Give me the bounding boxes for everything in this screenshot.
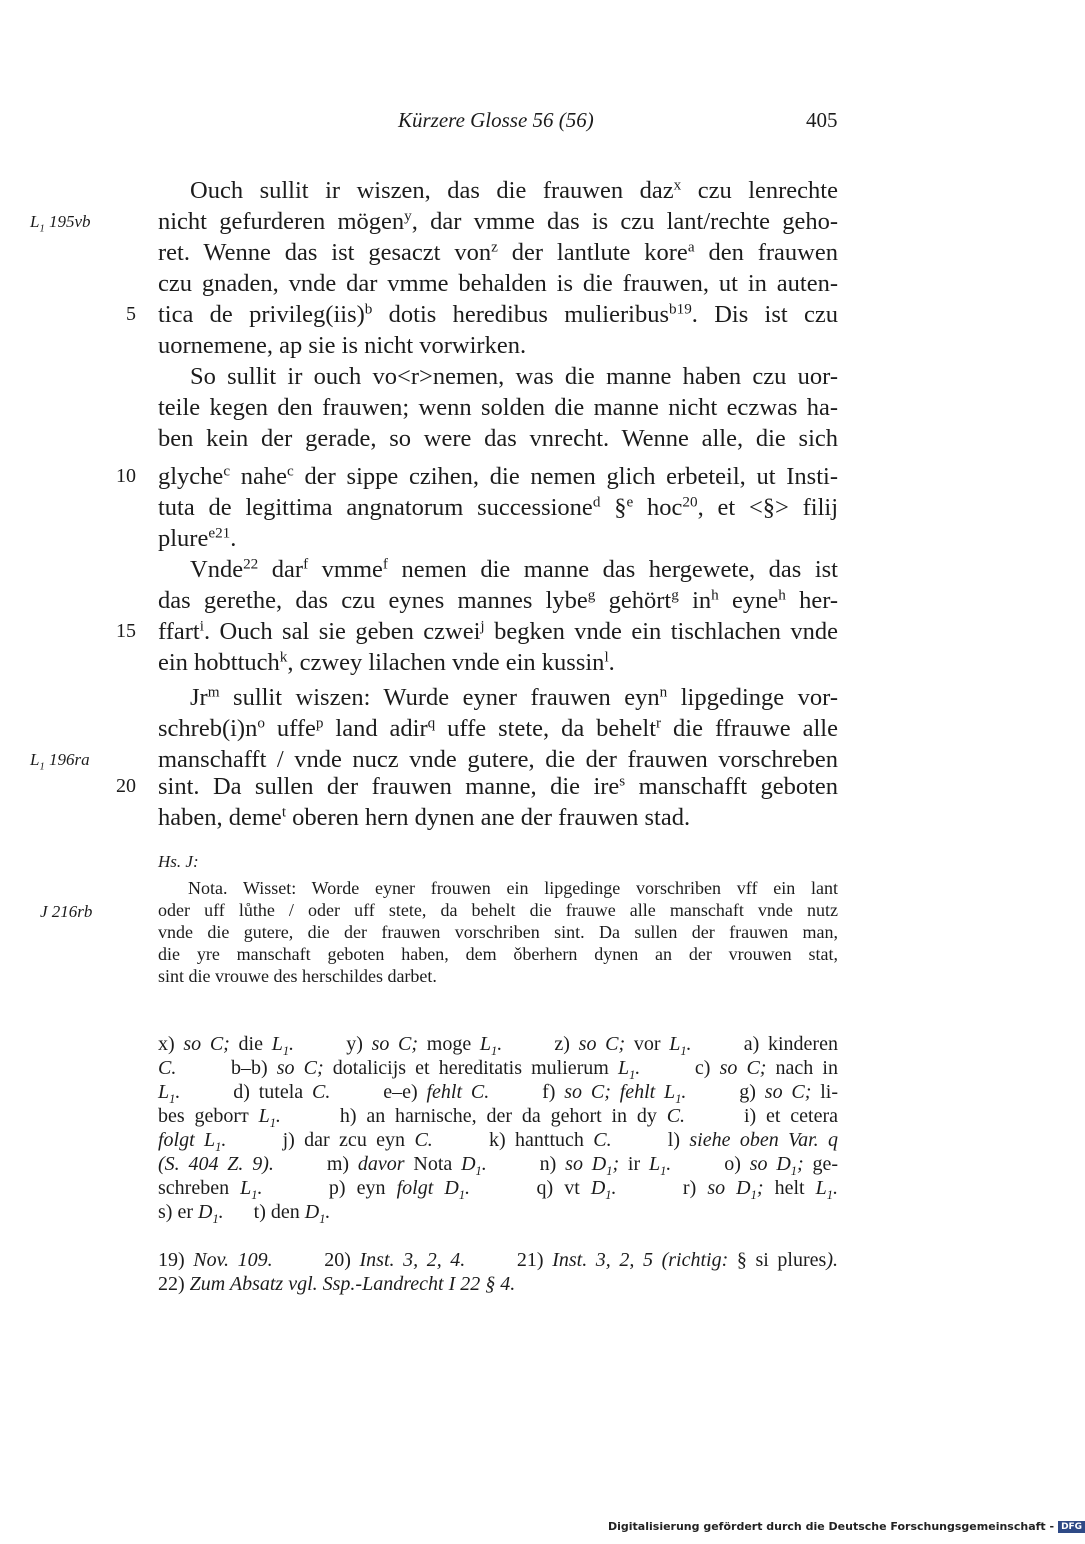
commentary-line: 22) Zum Absatz vgl. Ssp.-Landrecht I 22 § 4. <box>158 1273 516 1295</box>
text-line: nicht gefurderen mögen$^y$, dar vmme das is czu lant/rechte geho- <box>158 207 838 235</box>
apparatus-line: x) so C; die $L_1$. y) so C; moge $L_1$. z) so C; vor $L_1$. a) kinderen <box>158 1033 838 1058</box>
text-line: ret. Wenne das ist gesaczt von$^z$ der lantlute kore$^a$ den frauwen <box>158 238 838 266</box>
text-line: teile kegen den frauwen; wenn solden die manne nicht eczwas ha- <box>158 394 838 421</box>
commentary-line: 19) Nov. 109. 20) Inst. 3, 2, 4. 21) Inst. 3, 2, 5 (richtig: § si plures). <box>158 1249 838 1271</box>
apparatus-line: s) er $D_1$. t) den $D_1$. <box>158 1201 331 1226</box>
manuscript-line: sint die vrouwe des herschildes darbet. <box>158 966 437 986</box>
apparatus-line: C. b–b) so C; dotalicijs et hereditatis mulierum $L_1$. c) so C; nach in <box>158 1057 838 1082</box>
running-title: Kürzere Glosse 56 (56) <box>398 108 594 132</box>
text-line: ein hobttuch$^k$, czwey lilachen vnde ein kussin$^l$. <box>158 648 615 676</box>
manuscript-line: die yre manschaft geboten haben, dem ǒberhern dynen an der vrouwen stat, <box>158 944 838 964</box>
apparatus-line: (S. 404 Z. 9). m) davor Nota $D_1$. n) so $D_1$; ir $L_1$. o) so $D_1$; ge- <box>158 1153 839 1178</box>
apparatus-line: bes geborт $L_1$. h) an harnische, der da gehort in dy C. i) et cetera <box>158 1105 839 1130</box>
line-number-20: 20 <box>116 775 136 797</box>
line-number-10: 10 <box>116 465 136 487</box>
dfg-logo: DFG <box>1058 1521 1085 1533</box>
manuscript-line: Nota. Wisset: Worde eyner frouwen ein lipgedinge vorschriben vff ein lant <box>188 878 838 898</box>
line-number-5: 5 <box>126 303 136 325</box>
margin-note-j-216rb: J 216rb <box>40 902 93 921</box>
text-line: So sullit ir ouch vo<r>nemen, was die manne haben czu uor- <box>190 363 838 390</box>
text-line: manschafft / vnde nucz vnde gutere, die der frauwen vorschreben <box>158 746 838 773</box>
text-line: uornemene, ap sie is nicht vorwirken. <box>158 332 527 359</box>
text-line: tica de privileg(iis)$^b$ dotis heredibus mulieribus$^{b19}$. Dis ist czu <box>158 300 839 328</box>
apparatus-line: folgt $L_1$. j) dar zcu eyn C. k) hanttuch C. l) siehe oben Var. q <box>158 1129 839 1154</box>
text-line: ffart$^i$. Ouch sal sie geben czwei$^j$ begken vnde ein tischlachen vnde <box>158 617 838 645</box>
text-line: Vnde$^{22}$ dar$^f$ vmme$^f$ nemen die manne das hergewete, das ist <box>190 555 838 583</box>
text-line: $schreb(i)n^o$ uffe$^p$ land adir$^q$ uffe stete, da behelt$^r$ die ffrauwe alle <box>158 714 838 742</box>
text-line: Jr$^m$ sullit wiszen: Wurde eyner frauwen eyn$^n$ lipgedinge vor- <box>190 683 838 711</box>
text-line: Ouch sullit ir wiszen, das die frauwen daz$^x$ czu lenrechte <box>190 176 838 204</box>
text-line: haben, deme$^t$ oberen hern dynen ane der frauwen stad. <box>158 803 691 831</box>
text-line: ben kein der gerade, so were das vnrecht. Wenne alle, die sich <box>158 425 838 452</box>
funding-credit <box>608 1520 1085 1533</box>
text-line: plure$^{e21}$. <box>158 524 237 552</box>
text-line: das gerethe, das czu eynes mannes lybe$^g$ gehört$^g$ $in^h$ eyne$^h$ her- <box>158 586 839 614</box>
manuscript-line: oder uff lůthe / oder uff stete, da behelt die frauwe alle manschaft vnde nutz <box>158 900 838 920</box>
manuscript-line: vnde die gutere, die der frauwen vorschriben sint. Da sullen der frauwen man, <box>158 922 838 942</box>
apparatus-line: $L_1$. d) tutela C. e–e) fehlt C. f) so C; fehlt $L_1$. g) so C; li- <box>158 1081 838 1106</box>
text-line: tuta de legittima angnatorum successione$^d$ §$^e$ hoc$^{20}$, et <§> filij <box>158 493 839 521</box>
margin-note-l1-196ra: $L_1$ 196ra <box>30 750 90 773</box>
line-number-15: 15 <box>116 620 136 642</box>
funding-credit-text: Digitalisierung gefördert durch die Deutsche Forschungsgemeinschaft - <box>608 1520 1055 1533</box>
text-line: sint. Da sullen der frauwen manne, die ire$^s$ manschafft geboten <box>158 772 839 800</box>
text-line: czu gnaden, vnde dar vmme behalden is die frauwen, ut in auten- <box>158 270 838 297</box>
apparatus-line: schreben $L_1$. p) eyn folgt $D_1$. q) vt $D_1$. r) so $D_1$; helt $L_1$. <box>158 1177 838 1202</box>
margin-note-l1-195vb: $L_1$ 195vb <box>30 212 91 235</box>
text-line: glyche$^c$ nahe$^c$ der sippe czihen, die nemen glich erbeteil, ut Insti- <box>158 462 838 490</box>
page-number: 405 <box>806 108 838 132</box>
manuscript-label: Hs. J: <box>158 852 199 871</box>
